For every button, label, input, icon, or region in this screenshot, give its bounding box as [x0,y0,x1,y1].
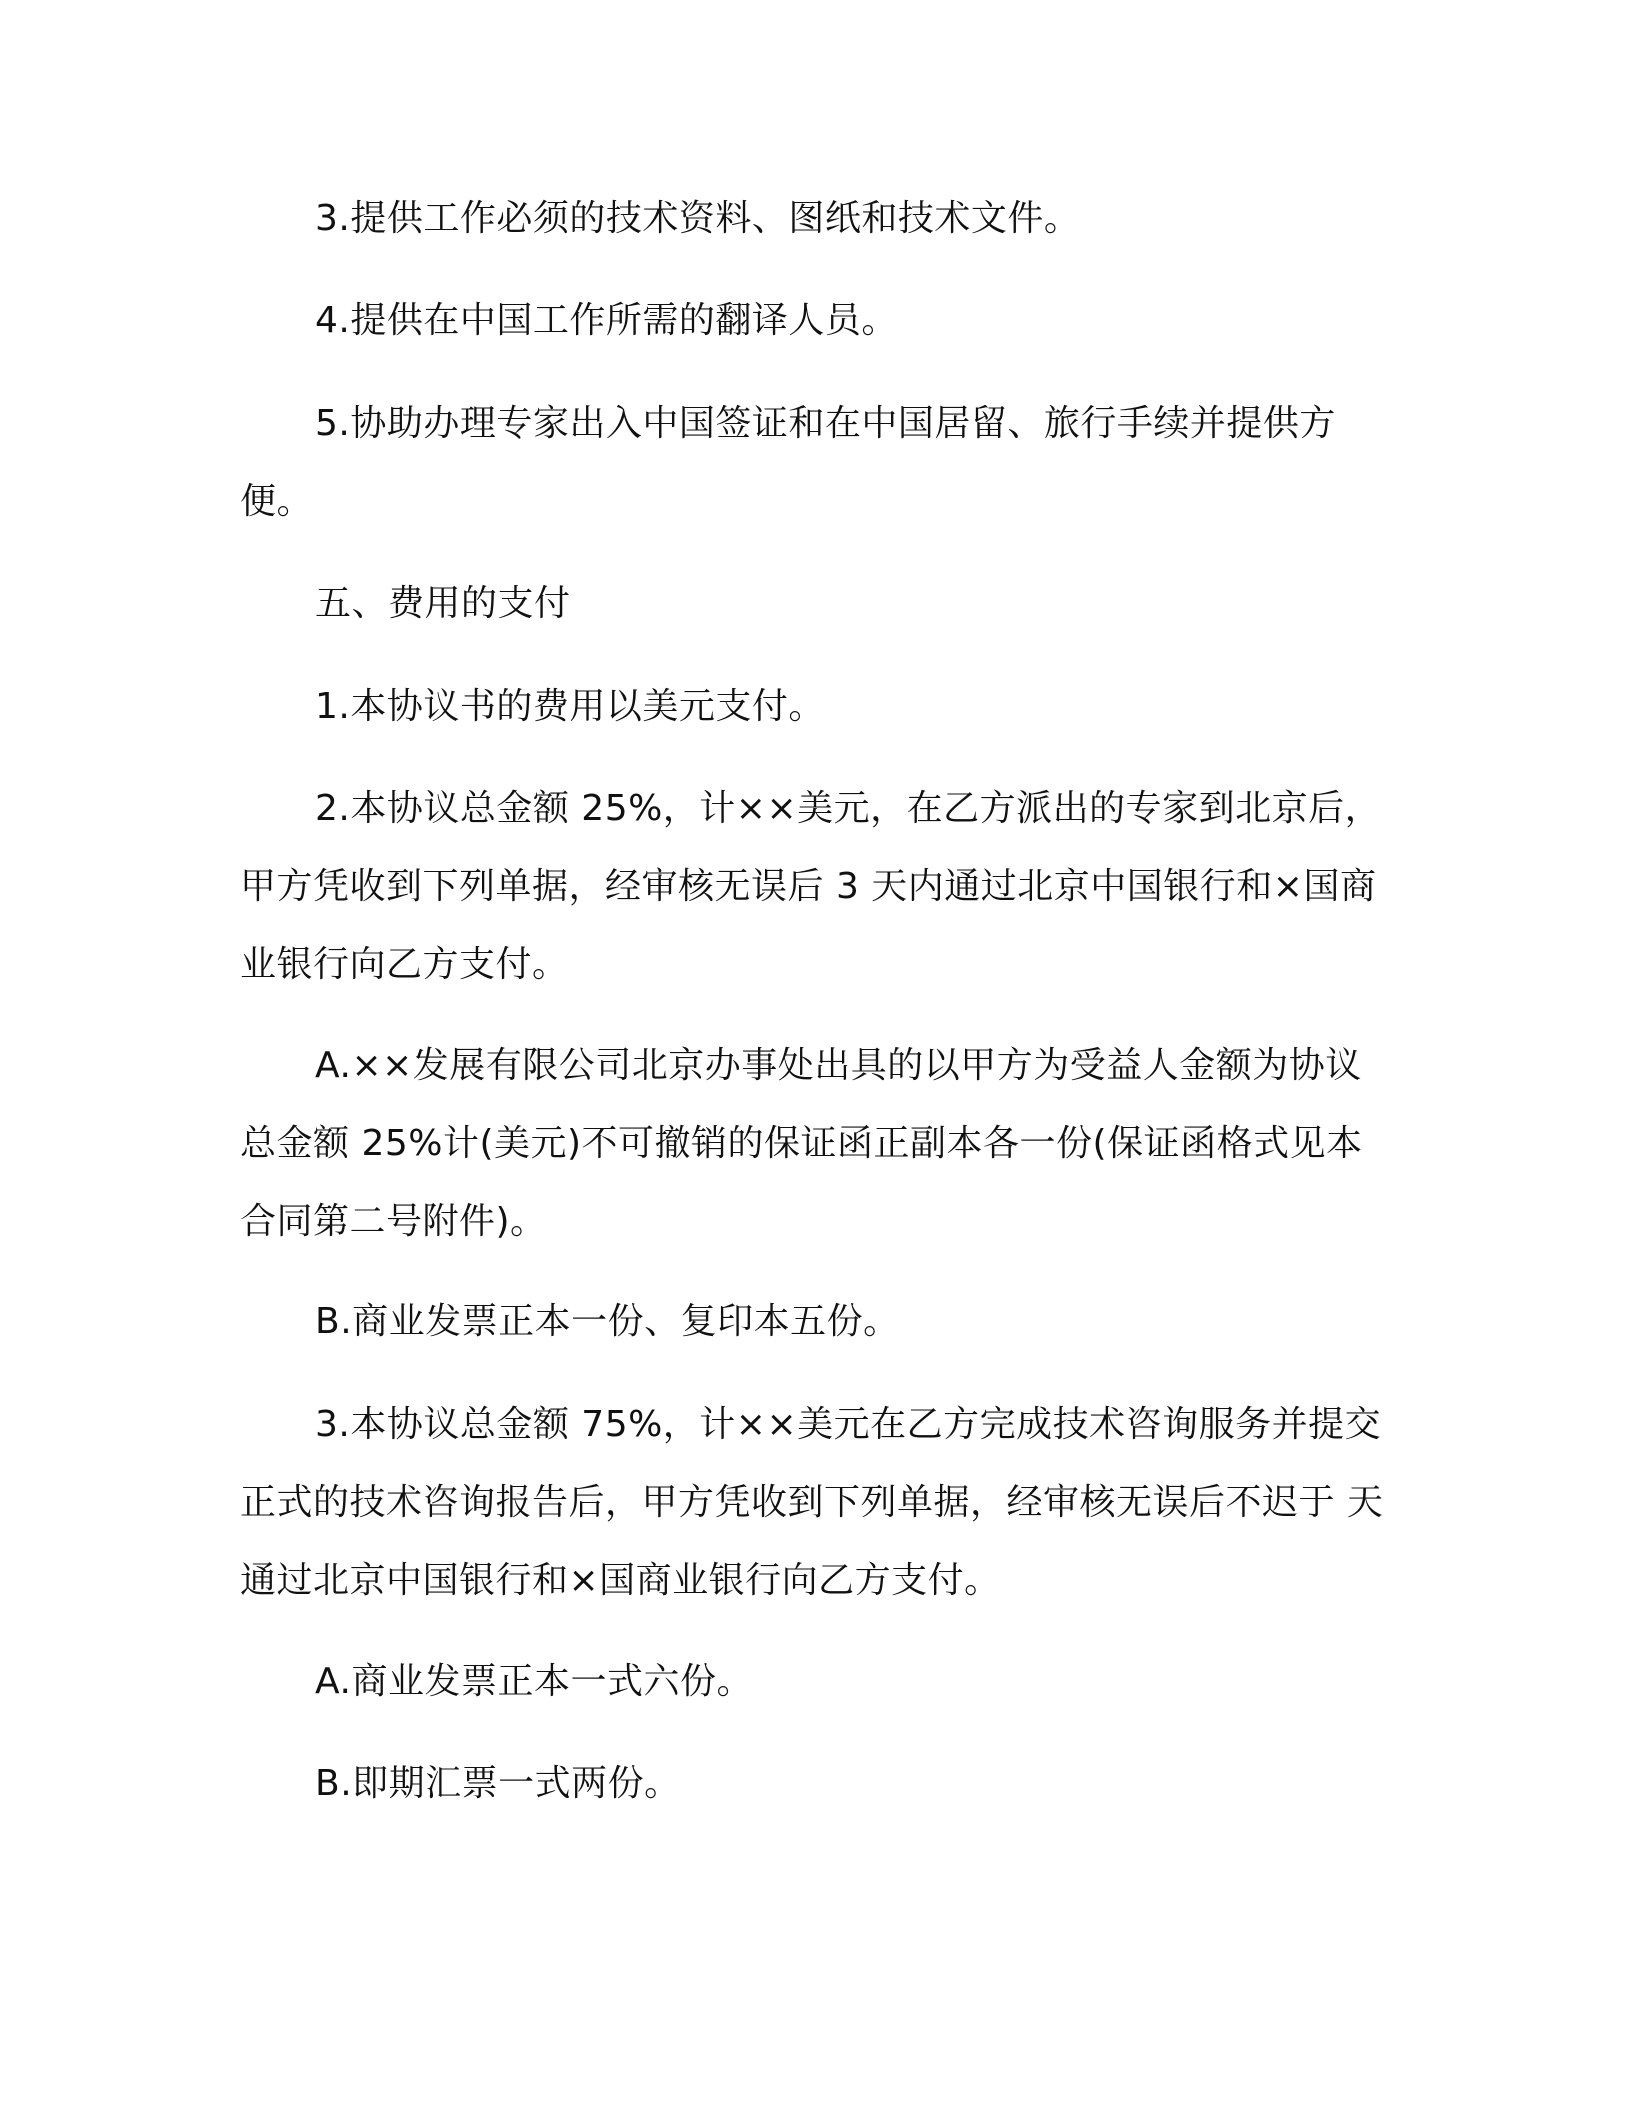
paragraph-payment-3-final-installment: 3.本协议总金额 75%，计××美元在乙方完成技术咨询服务并提交正式的技术咨询报告后，甲方凭收到下列单据，经审核无误后不迟于 天通过北京中国银行和×国商业银行向乙方支付。 [240,1404,1384,1601]
paragraph-payment-1-currency: 1.本协议书的费用以美元支付。 [315,686,825,727]
paragraph-payment-2a-guarantee-letter: A.××发展有限公司北京办事处出具的以甲方为受益人金额为协议总金额 25%计(美元)不可撤销的保证函正副本各一份(保证函格式见本合同第二号附件)。 [240,1045,1363,1242]
paragraph-payment-3b-sight-draft: B.即期汇票一式两份。 [315,1763,681,1804]
paragraph-payment-2b-commercial-invoice: B.商业发票正本一份、复印本五份。 [315,1301,900,1342]
paragraph-item-5-visa-assistance: 5.协助办理专家出入中国签证和在中国居留、旅行手续并提供方便。 [240,403,1336,522]
paragraph-payment-2-first-installment: 2.本协议总金额 25%，计××美元，在乙方派出的专家到北京后，甲方凭收到下列单据，经审核无误后 3 天内通过北京中国银行和×国商业银行向乙方支付。 [240,788,1382,985]
paragraph-item-3-tech-docs: 3.提供工作必须的技术资料、图纸和技术文件。 [315,198,1081,239]
paragraph-item-4-translators: 4.提供在中国工作所需的翻译人员。 [315,300,898,341]
section-heading-payment: 五、费用的支付 [315,583,571,624]
paragraph-payment-3a-invoice-copies: A.商业发票正本一式六份。 [315,1661,753,1702]
